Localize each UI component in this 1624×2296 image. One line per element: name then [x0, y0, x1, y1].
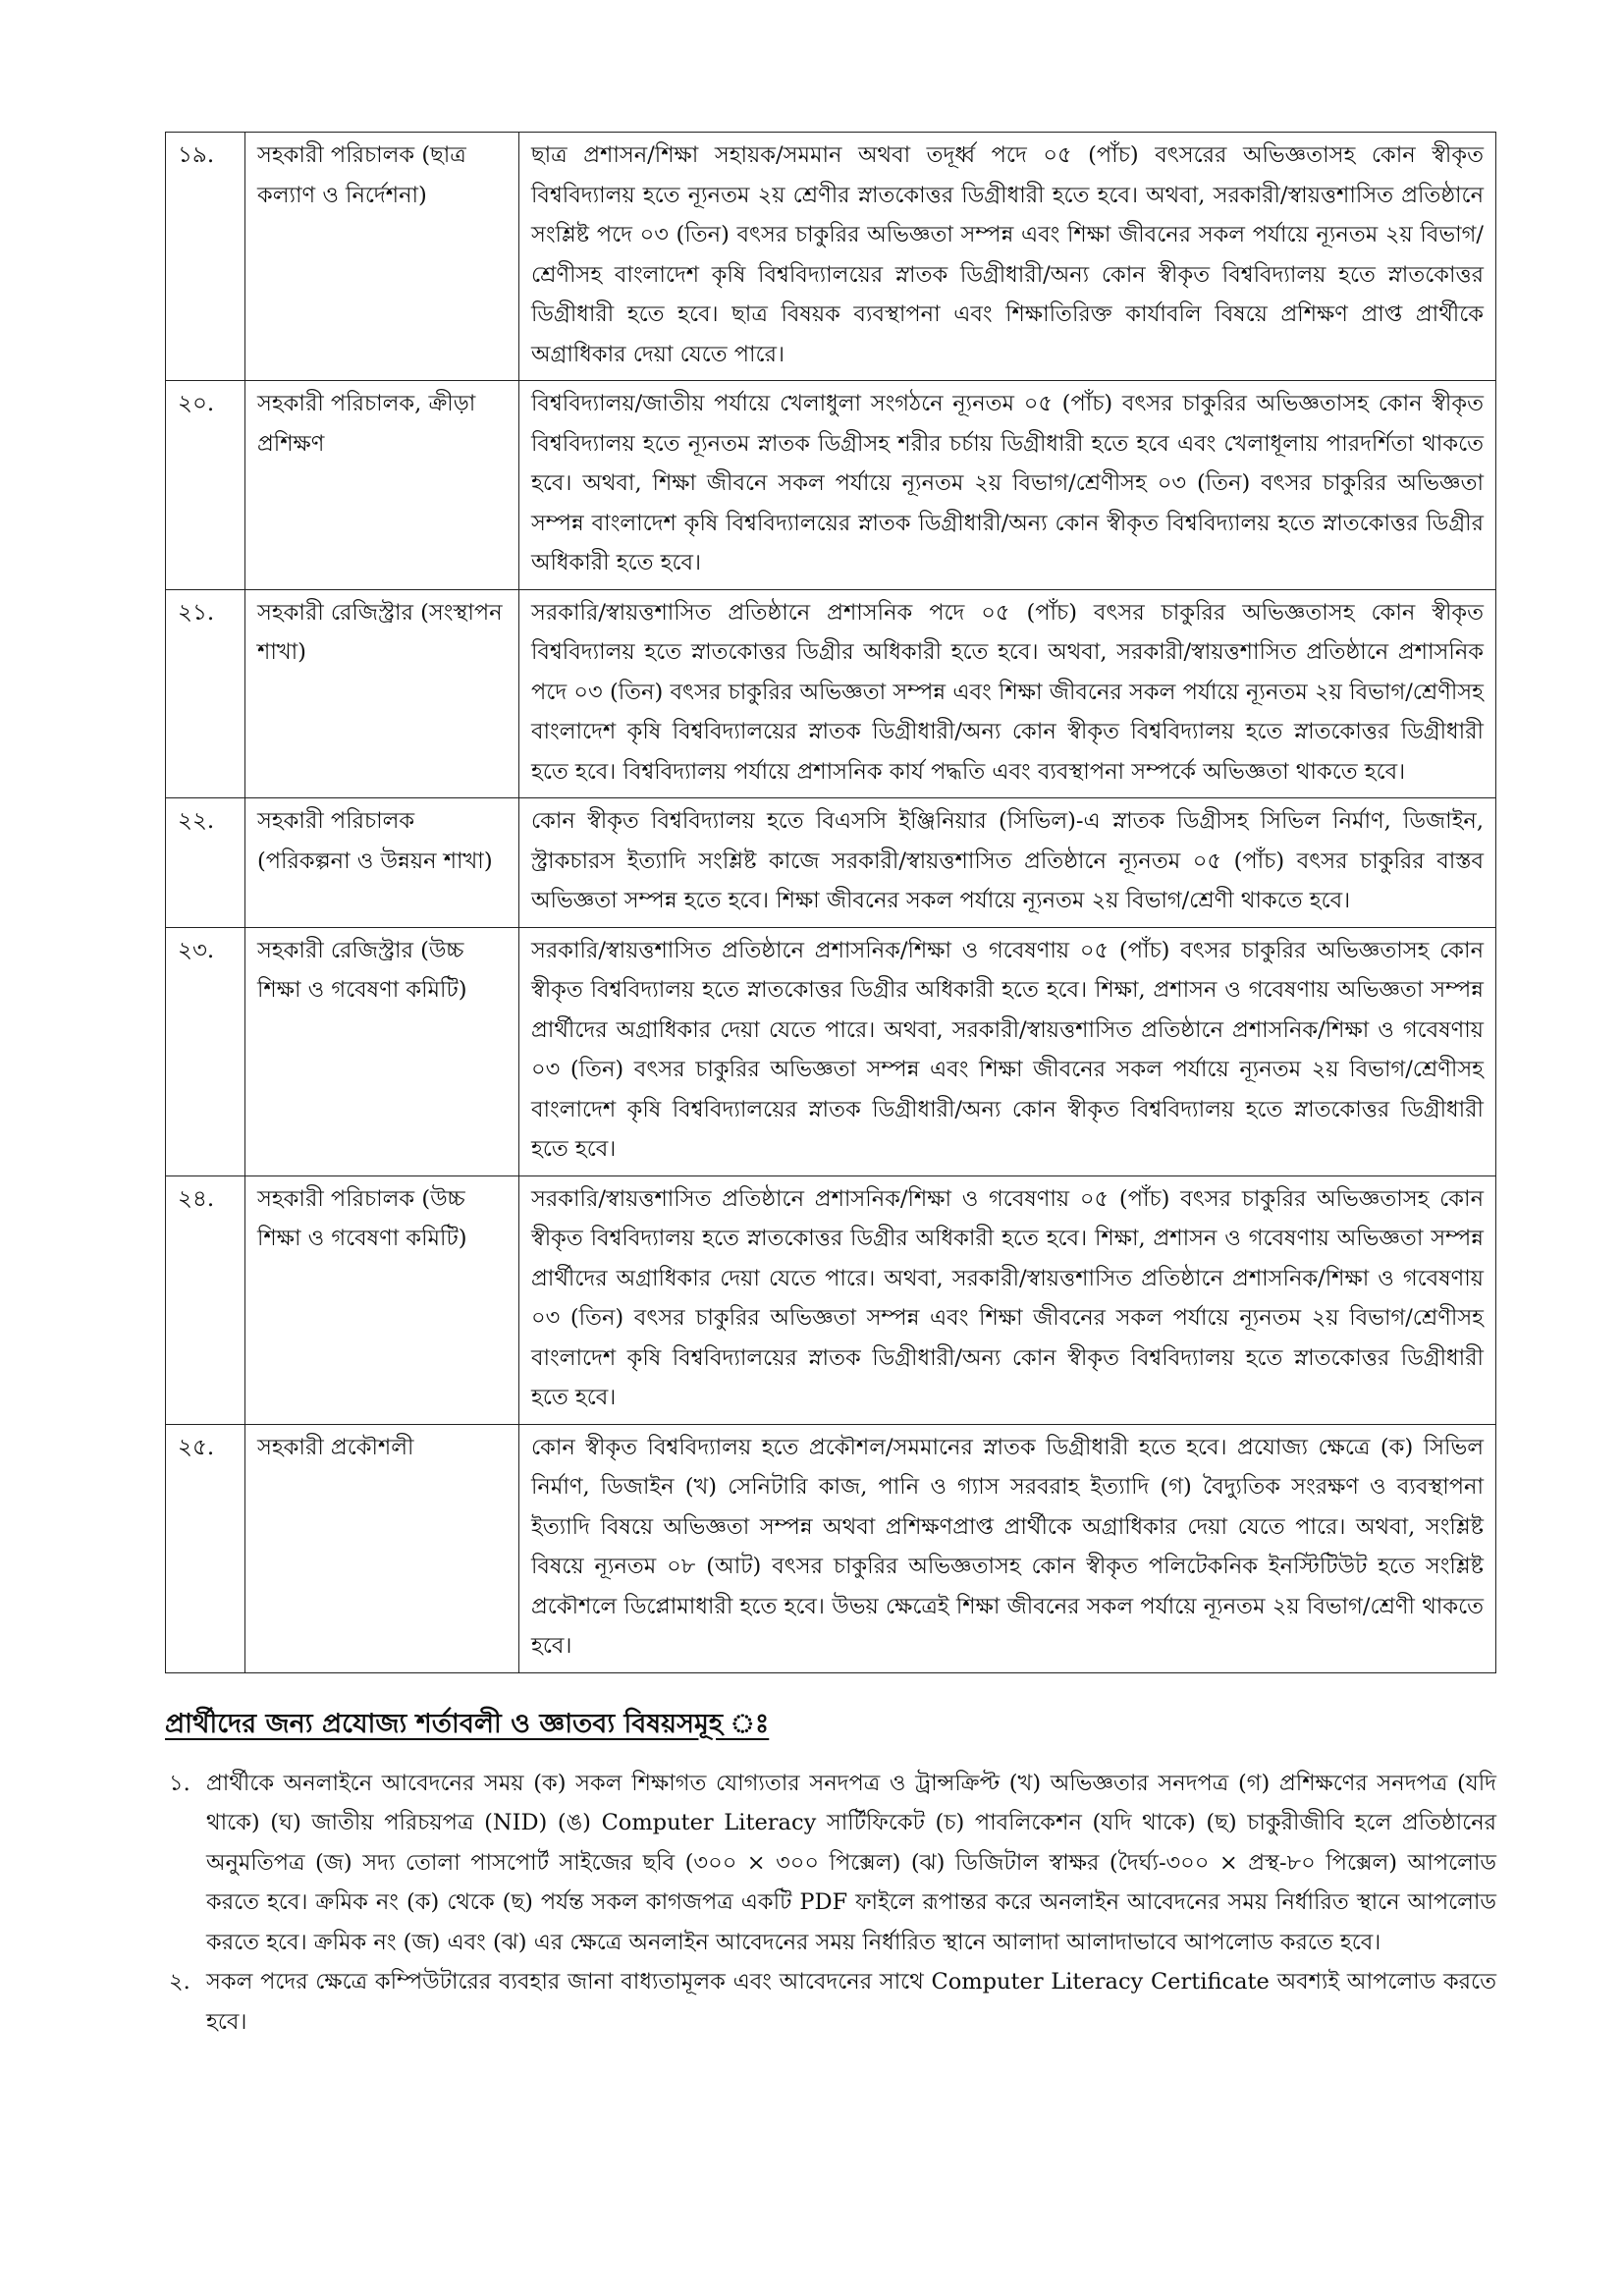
post-name: সহকারী রেজিস্ট্রার (সংস্থাপন শাখা) [245, 589, 519, 798]
terms-list [165, 1764, 1496, 2043]
requirement-text: বিশ্ববিদ্যালয়/জাতীয় পর্যায়ে খেলাধুলা সংগঠনে ন্যূনতম ০৫ (পাঁচ) বৎসর চাকুরির অভিজ্ঞতাসহ কোন স্বীকৃত বিশ্ববিদ্যালয় হতে ন্যূনতম স্নাতক ডিগ্রীসহ শরীর চর্চায় ডিগ্রীধারী হতে হবে এবং খেলাধূলায় পারদর্শিতা থাকতে হবে। অথবা, শিক্ষা জীবনে সকল পর্যায়ে ন্যূনতম ২য় বিভাগ/শ্রেণীসহ ০৩ (তিন) বৎসর চাকুরির অভিজ্ঞতা সম্পন্ন বাংলাদেশ কৃষি বিশ্ববিদ্যালয়ের স্নাতক ডিগ্রীধারী/অন্য কোন স্বীকৃত বিশ্ববিদ্যালয় হতে স্নাতকোত্তর ডিগ্রীর অধিকারী হতে হবে। [519, 381, 1496, 590]
table-row [166, 1175, 1496, 1424]
term-number: ১. [169, 1770, 190, 1796]
serial-number: ২০. [166, 381, 245, 590]
requirement-text: সরকারি/স্বায়ত্তশাসিত প্রতিষ্ঠানে প্রশাসনিক পদে ০৫ (পাঁচ) বৎসর চাকুরির অভিজ্ঞতাসহ কোন স্বীকৃত বিশ্ববিদ্যালয় হতে স্নাতকোত্তর ডিগ্রীর অধিকারী হতে হবে। অথবা, সরকারী/স্বায়ত্তশাসিত প্রতিষ্ঠানে প্রশাসনিক পদে ০৩ (তিন) বৎসর চাকুরির অভিজ্ঞতা সম্পন্ন এবং শিক্ষা জীবনের সকল পর্যায়ে ন্যূনতম ২য় বিভাগ/শ্রেণীসহ বাংলাদেশ কৃষি বিশ্ববিদ্যালয়ের স্নাতক ডিগ্রীধারী/অন্য কোন স্বীকৃত বিশ্ববিদ্যালয় হতে স্নাতকোত্তর ডিগ্রীধারী হতে হবে। বিশ্ববিদ্যালয় পর্যায়ে প্রশাসনিক কার্য পদ্ধতি এবং ব্যবস্থাপনা সম্পর্কে অভিজ্ঞতা থাকতে হবে। [519, 589, 1496, 798]
table-row [166, 1424, 1496, 1672]
table-row [166, 133, 1496, 381]
term-text: সকল পদের ক্ষেত্রে কম্পিউটারের ব্যবহার জানা বাধ্যতামূলক এবং আবেদনের সাথে Computer Literacy Certificate অবশ্যই আপলোড করতে হবে। [206, 1969, 1496, 2035]
serial-number: ২৪. [166, 1175, 245, 1424]
serial-number: ১৯. [166, 133, 245, 381]
requirement-text: কোন স্বীকৃত বিশ্ববিদ্যালয় হতে প্রকৌশল/সমমানের স্নাতক ডিগ্রীধারী হতে হবে। প্রযোজ্য ক্ষেত্রে (ক) সিভিল নির্মাণ, ডিজাইন (খ) সেনিটারি কাজ, পানি ও গ্যাস সরবরাহ ইত্যাদি (গ) বৈদ্যুতিক সংরক্ষণ ও ব্যবস্থাপনা ইত্যাদি বিষয়ে অভিজ্ঞতা সম্পন্ন অথবা প্রশিক্ষণপ্রাপ্ত প্রার্থীকে অগ্রাধিকার দেয়া যেতে পারে। অথবা, সংশ্লিষ্ট বিষয়ে ন্যূনতম ০৮ (আট) বৎসর চাকুরির অভিজ্ঞতাসহ কোন স্বীকৃত পলিটেকনিক ইনস্টিটিউট হতে সংশ্লিষ্ট প্রকৌশলে ডিপ্লোমাধারী হতে হবে। উভয় ক্ষেত্রেই শিক্ষা জীবনের সকল পর্যায়ে ন্যূনতম ২য় বিভাগ/শ্রেণী থাকতে হবে। [519, 1424, 1496, 1672]
requirement-text: কোন স্বীকৃত বিশ্ববিদ্যালয় হতে বিএসসি ইঞ্জিনিয়ার (সিভিল)-এ স্নাতক ডিগ্রীসহ সিভিল নির্মাণ, ডিজাইন, স্ট্রাকচারস ইত্যাদি সংশ্লিষ্ট কাজে সরকারী/স্বায়ত্তশাসিত প্রতিষ্ঠানে ন্যূনতম ০৫ (পাঁচ) বৎসর চাকুরির বাস্তব অভিজ্ঞতা সম্পন্ন হতে হবে। শিক্ষা জীবনের সকল পর্যায়ে ন্যূনতম ২য় বিভাগ/শ্রেণী থাকতে হবে। [519, 798, 1496, 928]
term-number: ২. [169, 1969, 190, 1995]
post-name: সহকারী পরিচালক, ক্রীড়া প্রশিক্ষণ [245, 381, 519, 590]
table-row [166, 927, 1496, 1175]
serial-number: ২২. [166, 798, 245, 928]
list-item [165, 1962, 1496, 2042]
posts-table [165, 132, 1496, 1673]
table-row [166, 798, 1496, 928]
list-item [165, 1764, 1496, 1963]
requirement-text: ছাত্র প্রশাসন/শিক্ষা সহায়ক/সমমান অথবা তদূর্ধ্ব পদে ০৫ (পাঁচ) বৎসরের অভিজ্ঞতাসহ কোন স্বীকৃত বিশ্ববিদ্যালয় হতে ন্যূনতম ২য় শ্রেণীর স্নাতকোত্তর ডিগ্রীধারী হতে হবে। অথবা, সরকারী/স্বায়ত্তশাসিত প্রতিষ্ঠানে সংশ্লিষ্ট পদে ০৩ (তিন) বৎসর চাকুরির অভিজ্ঞতা সম্পন্ন এবং শিক্ষা জীবনের সকল পর্যায়ে ন্যূনতম ২য় বিভাগ/শ্রেণীসহ বাংলাদেশ কৃষি বিশ্ববিদ্যালয়ের স্নাতক ডিগ্রীধারী/অন্য কোন স্বীকৃত বিশ্ববিদ্যালয় হতে স্নাতকোত্তর ডিগ্রীধারী হতে হবে। ছাত্র বিষয়ক ব্যবস্থাপনা এবং শিক্ষাতিরিক্ত কার্যাবলি বিষয়ে প্রশিক্ষণ প্রাপ্ত প্রার্থীকে অগ্রাধিকার দেয়া যেতে পারে। [519, 133, 1496, 381]
term-text: প্রার্থীকে অনলাইনে আবেদনের সময় (ক) সকল শিক্ষাগত যোগ্যতার সনদপত্র ও ট্রান্সক্রিপ্ট (খ) অভিজ্ঞতার সনদপত্র (গ) প্রশিক্ষণের সনদপত্র (যদি থাকে) (ঘ) জাতীয় পরিচয়পত্র (NID) (ঙ) Computer Literacy সার্টিফিকেট (চ) পাবলিকেশন (যদি থাকে) (ছ) চাকুরীজীবি হলে প্রতিষ্ঠানের অনুমতিপত্র (জ) সদ্য তোলা পাসপোর্ট সাইজের ছবি (৩০০ × ৩০০ পিক্সেল) (ঝ) ডিজিটাল স্বাক্ষর (দৈর্ঘ্য-৩০০ × প্রস্থ-৮০ পিক্সেল) আপলোড করতে হবে। ক্রমিক নং (ক) থেকে (ছ) পর্যন্ত সকল কাগজপত্র একটি PDF ফাইলে রূপান্তর করে অনলাইন আবেদনের সময় নির্ধারিত স্থানে আপলোড করতে হবে। ক্রমিক নং (জ) এবং (ঝ) এর ক্ষেত্রে অনলাইন আবেদনের সময় নির্ধারিত স্থানে আলাদা আলাদাভাবে আপলোড করতে হবে। [206, 1770, 1496, 1955]
post-name: সহকারী রেজিস্ট্রার (উচ্চ শিক্ষা ও গবেষণা কমিটি) [245, 927, 519, 1175]
post-name: সহকারী প্রকৌশলী [245, 1424, 519, 1672]
table-row [166, 589, 1496, 798]
post-name: সহকারী পরিচালক (ছাত্র কল্যাণ ও নির্দেশনা) [245, 133, 519, 381]
serial-number: ২৫. [166, 1424, 245, 1672]
table-row [166, 381, 1496, 590]
requirement-text: সরকারি/স্বায়ত্তশাসিত প্রতিষ্ঠানে প্রশাসনিক/শিক্ষা ও গবেষণায় ০৫ (পাঁচ) বৎসর চাকুরির অভিজ্ঞতাসহ কোন স্বীকৃত বিশ্ববিদ্যালয় হতে স্নাতকোত্তর ডিগ্রীর অধিকারী হতে হবে। শিক্ষা, প্রশাসন ও গবেষণায় অভিজ্ঞতা সম্পন্ন প্রার্থীদের অগ্রাধিকার দেয়া যেতে পারে। অথবা, সরকারী/স্বায়ত্তশাসিত প্রতিষ্ঠানে প্রশাসনিক/শিক্ষা ও গবেষণায় ০৩ (তিন) বৎসর চাকুরির অভিজ্ঞতা সম্পন্ন এবং শিক্ষা জীবনের সকল পর্যায়ে ন্যূনতম ২য় বিভাগ/শ্রেণীসহ বাংলাদেশ কৃষি বিশ্ববিদ্যালয়ের স্নাতক ডিগ্রীধারী/অন্য কোন স্বীকৃত বিশ্ববিদ্যালয় হতে স্নাতকোত্তর ডিগ্রীধারী হতে হবে। [519, 1175, 1496, 1424]
serial-number: ২৩. [166, 927, 245, 1175]
terms-heading: প্রার্থীদের জন্য প্রযোজ্য শর্তাবলী ও জ্ঞাতব্য বিষয়সমূহ ঃ [165, 1708, 770, 1739]
document-page [165, 132, 1496, 2042]
post-name: সহকারী পরিচালক (পরিকল্পনা ও উন্নয়ন শাখা) [245, 798, 519, 928]
post-name: সহকারী পরিচালক (উচ্চ শিক্ষা ও গবেষণা কমিটি) [245, 1175, 519, 1424]
serial-number: ২১. [166, 589, 245, 798]
requirement-text: সরকারি/স্বায়ত্তশাসিত প্রতিষ্ঠানে প্রশাসনিক/শিক্ষা ও গবেষণায় ০৫ (পাঁচ) বৎসর চাকুরির অভিজ্ঞতাসহ কোন স্বীকৃত বিশ্ববিদ্যালয় হতে স্নাতকোত্তর ডিগ্রীর অধিকারী হতে হবে। শিক্ষা, প্রশাসন ও গবেষণায় অভিজ্ঞতা সম্পন্ন প্রার্থীদের অগ্রাধিকার দেয়া যেতে পারে। অথবা, সরকারী/স্বায়ত্তশাসিত প্রতিষ্ঠানে প্রশাসনিক/শিক্ষা ও গবেষণায় ০৩ (তিন) বৎসর চাকুরির অভিজ্ঞতা সম্পন্ন এবং শিক্ষা জীবনের সকল পর্যায়ে ন্যূনতম ২য় বিভাগ/শ্রেণীসহ বাংলাদেশ কৃষি বিশ্ববিদ্যালয়ের স্নাতক ডিগ্রীধারী/অন্য কোন স্বীকৃত বিশ্ববিদ্যালয় হতে স্নাতকোত্তর ডিগ্রীধারী হতে হবে। [519, 927, 1496, 1175]
